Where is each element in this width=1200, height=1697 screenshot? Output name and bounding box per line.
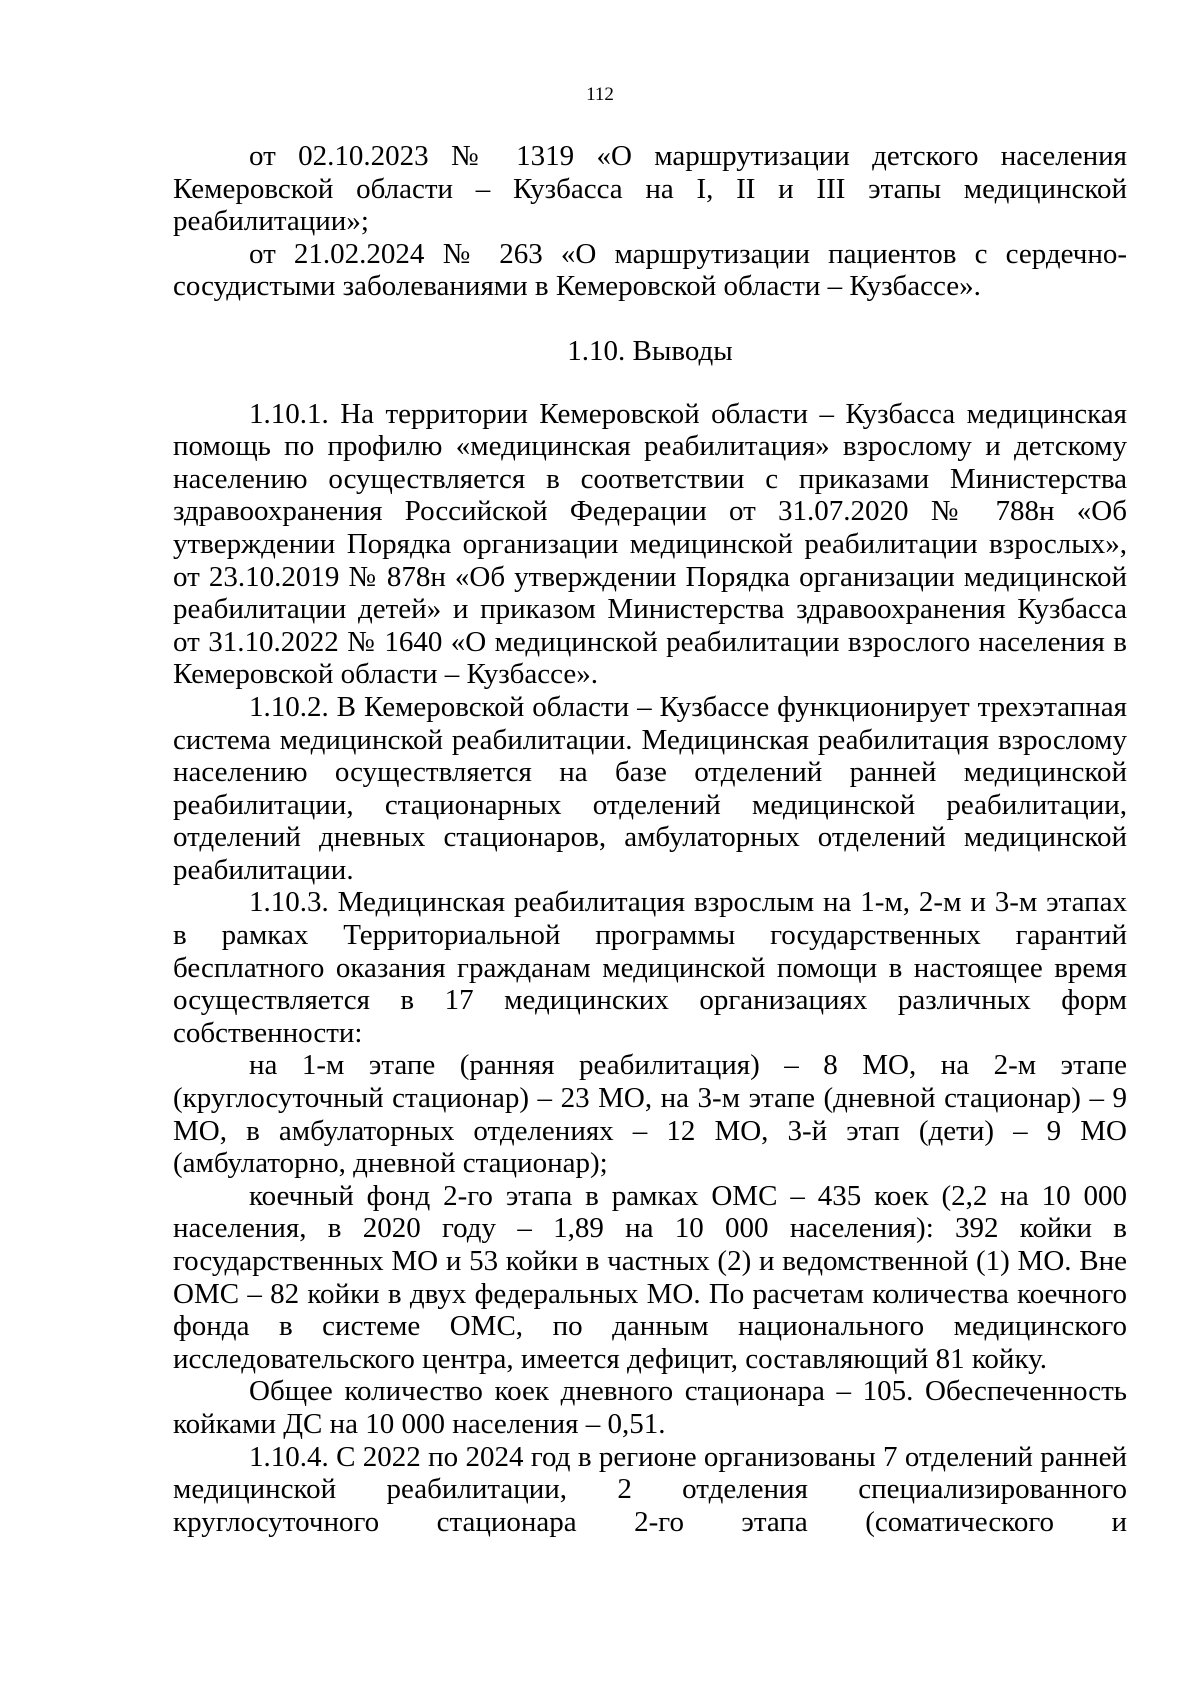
paragraph: от 21.02.2024 № 263 «О маршрутизации пациентов с сердечно-сосудистыми заболеваниями в Кемеровской области – Кузбассе».: [173, 237, 1127, 303]
paragraph: 1.10.1. На территории Кемеровской области – Кузбасса медицинская помощь по профилю «медицинская реабилитация» взрослому и детскому населению осуществляется в соответствии с приказами Министерства здравоохранения Российской Федерации от 31.07.2020 № 788н «Об утверждении Порядка организации медицинской реабилитации взрослых», от 23.10.2019 № 878н «Об утверждении Порядка организации медицинской реабилитации детей» и приказом Министерства здравоохранения Кузбасса от 31.10.2022 № 1640 «О медицинской реабилитации взрослого населения в Кемеровской области – Кузбассе».: [173, 397, 1127, 691]
section-heading: 1.10. Выводы: [567, 334, 733, 367]
paragraph: 1.10.3. Медицинская реабилитация взрослым на 1-м, 2-м и 3-м этапах в рамках Территориальной программы государственных гарантий бесплатного оказания гражданам медицинской помощи в настоящее время осуществляется в 17 медицинских организациях различных форм собственности:: [173, 886, 1127, 1049]
paragraph: Общее количество коек дневного стационара – 105. Обеспеченность койками ДС на 10 000 населения – 0,51.: [173, 1375, 1127, 1440]
paragraph: на 1-м этапе (ранняя реабилитация) – 8 МО, на 2-м этапе (круглосуточный стационар) – 23 МО, на 3-м этапе (дневной стационар) – 9 МО, в амбулаторных отделениях – 12 МО, 3-й этап (дети) – 9 МО (амбулаторно, дневной стационар);: [173, 1049, 1127, 1180]
paragraph: 1.10.2. В Кемеровской области – Кузбассе функционирует трехэтапная система медицинской реабилитации. Медицинская реабилитация взрослому населению осуществляется на базе отделений ранней медицинской реабилитации, стационарных отделений медицинской реабилитации, отделений дневных стационаров, амбулаторных отделений медицинской реабилитации.: [173, 690, 1127, 886]
page-number: 112: [586, 84, 614, 105]
paragraph: от 02.10.2023 № 1319 «О маршрутизации детского населения Кемеровской области – Кузбасса на I, II и III этапы медицинской реабилитации»;: [173, 140, 1127, 238]
paragraph: 1.10.4. С 2022 по 2024 год в регионе организованы 7 отделений ранней медицинской реабилитации, 2 отделения специализированного круглосуточного стационара 2-го этапа (соматического и: [173, 1440, 1127, 1538]
paragraph: коечный фонд 2-го этапа в рамках ОМС – 435 коек (2,2 на 10 000 населения, в 2020 году – 1,89 на 10 000 населения): 392 койки в государственных МО и 53 койки в частных (2) и ведомственной (1) МО. Вне ОМС – 82 койки в двух федеральных МО. По расчетам количества коечного фонда в системе ОМС, по данным национального медицинского исследовательского центра, имеется дефицит, составляющий 81 койку.: [173, 1179, 1127, 1375]
document-body: [173, 140, 1127, 1538]
